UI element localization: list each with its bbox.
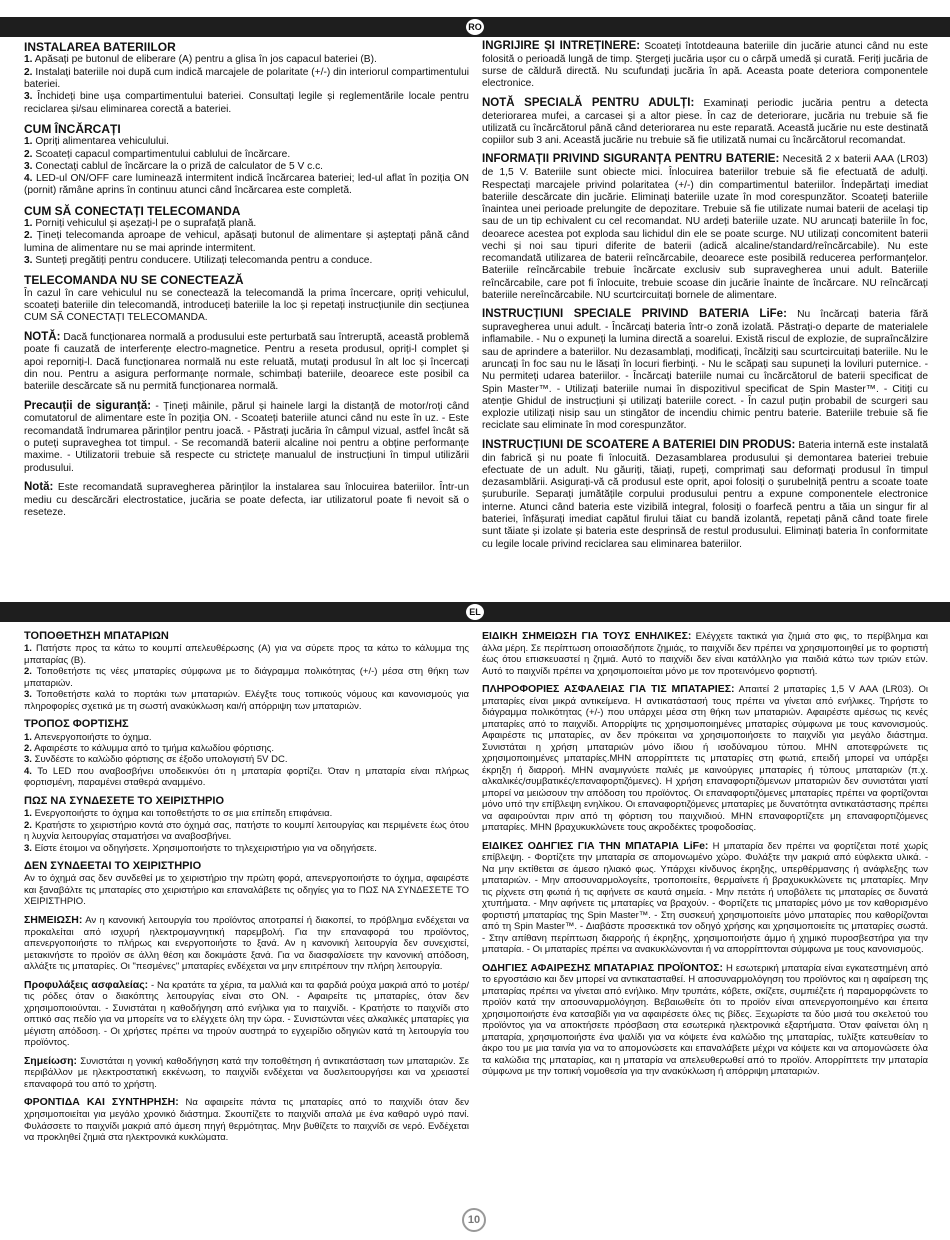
- list-item: [24, 643, 469, 666]
- ro-adults-lead: NOTĂ SPECIALĂ PENTRU ADULȚI:: [482, 96, 695, 109]
- el-battinfo-lead: ΠΛΗΡΟΦΟΡΙΕΣ ΑΣΦΑΛΕΙΑΣ ΓΙΑ ΤΙΣ ΜΠΑΤΑΡΙΕΣ:: [482, 683, 735, 696]
- item-number: 3.: [24, 255, 33, 267]
- ro-left-column: [24, 40, 469, 595]
- el-life-lead: ΕΙΔΙΚΕΣ ΟΔΗΓΙΕΣ ΓΙΑ ΤΗΝ ΜΠΑΤΑΡΙΑ LiFe:: [482, 839, 709, 852]
- list-item: [24, 136, 469, 148]
- ro-note-lead: NOTĂ:: [24, 330, 61, 343]
- item-text: Scoateți capacul compartimentului cablului de încărcare.: [35, 148, 291, 160]
- item-number: 2.: [24, 819, 32, 831]
- list-item: [24, 218, 469, 230]
- item-number: 2.: [24, 666, 32, 678]
- ro-adults-paragraph: [482, 97, 928, 148]
- el-adults-lead: ΕΙΔΙΚΗ ΣΗΜΕΙΩΣΗ ΓΙΑ ΤΟΥΣ ΕΝΗΛΙΚΕΣ:: [482, 630, 692, 642]
- list-item: [24, 173, 469, 198]
- item-text: Απενεργοποιήστε το όχημα.: [34, 731, 152, 743]
- item-number: 1.: [24, 808, 32, 820]
- el-adults-text: Ελέγχετε τακτικά για ζημιά στο φις, το περίβλημα και άλλα μέρη. Σε περίπτωση οποιασδήποτε ζημιάς, το παιχνίδι δεν πρέπει να χρησιμοποιηθεί με το φορτιστή έως ότου επισκευαστεί η ζημιά. Αυτό το παιχνίδι δεν είναι κατάλληλο για παιδιά κάτω των τριών ετών. Αυτό το παιχνίδι πρέπει να χρησιμοποιείται μόνο με τον προτεινόμενο φορτιστή.: [482, 631, 928, 677]
- list-item: [24, 732, 469, 743]
- el-care-text: Να αφαιρείτε πάντα τις μπαταρίες από το παιχνίδι όταν δεν χρησιμοποιείται για μεγάλο χρονικό διάστημα. Σκουπίζετε το παιχνίδι απαλά με ένα καθαρό υγρό πανί. Φυλάσσετε το παιχνίδι μακριά από άμεση πηγή θερμότητας. Μην βυθίζετε το παιχνίδι σε νερό. Ενδέχεται να προκληθεί ζημιά στα ηλεκτρονικά κυκλώματα.: [24, 1097, 469, 1144]
- el-note-text: Αν η κανονική λειτουργία του προϊόντος αποτραπεί ή διακοπεί, το πρόβλημα ενδέχεται να προκαλείται από ισχυρή ηλεκτρομαγνητική παρεμβολή. Για την επαναφορά του προϊόντος, απενεργοποιήστε το πλήρως και ενεργοποιήστε το ξανά. Αν η κανονική λειτουργία δεν συνεχιστεί, μετακινήστε το προϊόν σε άλλη θέση και δοκιμάστε ξανά. Για να διασφαλίσετε την κανονική απόδοση, αλλάξτε τις μπαταρίες. Οι "πεσμένες" μπαταρίες ενδέχεται να μην επιτρέπουν την πλήρη λειτουργία.: [24, 914, 469, 973]
- item-text: Πατήστε προς τα κάτω το κουμπί απελευθέρωσης (A) για να σύρετε προς τα κάτω το κάλυμμα της μπαταρίας (B).: [24, 643, 469, 666]
- ro-safety-lead: Precauții de siguranță:: [24, 399, 152, 412]
- ro-note2-text: Este recomandată supravegherea părinților la instalarea sau înlocuirea bateriilor. Într-un mediu cu descărcări electrostatice, jucăria se poate defecta, iar utilizatorul poate fi nevoit să o reseteze.: [24, 481, 469, 518]
- item-text: Țineți telecomanda aproape de vehicul, apăsați butonul de alimentare și așteptați până când lumina de alimentare nu se mai aprinde intermitent.: [24, 230, 469, 254]
- ro-charge-title: CUM ÎNCĂRCAȚI: [24, 121, 121, 136]
- list-item: [24, 743, 469, 754]
- el-removal-lead: ΟΔΗΓΙΕΣ ΑΦΑΙΡΕΣΗΣ ΜΠΑΤΑΡΙΑΣ ΠΡΟΪΟΝΤΟΣ:: [482, 961, 723, 974]
- ro-safety-paragraph: [24, 400, 469, 475]
- el-left-column: [24, 630, 469, 1210]
- ro-life-text: Nu încărcați bateria fără supravegherea unui adult. - Încărcați bateria într-o zonă izolată. Păstrați-o departe de materialele inflamabile. - Nu o expuneți la lumina directă a soarelui. Există riscul de explozie, de supraîncălzire sau de aprindere a bateriilor. Nu dezasamblați, modificați, încălziți sau scurtcircuitați bateriile. Nu le aruncați în foc sau nu le lăsați în locuri fierbinți. - Nu le scăpați sau supuneți la loviluri puternice. - Nu permiteți udarea bateriilor. - Încărcați bateriile numai cu încărcătorul de baterii specificat de Spin Master™. - Utilizați bateriile numai în dispozitivul specificat de Spin Master™. - Citiți cu atenție Ghidul de instrucțiuni și utilizați bateriile corect. - În cazul puțin probabil de scurgeri sau explozie utilizați nisip sau un stingător de incendiu chimic pentru baterie. Bateriile trebuie să fie reciclate sau eliminate în mod corespunzător.: [482, 309, 928, 432]
- list-item: [24, 67, 469, 92]
- ro-note2-paragraph: [24, 481, 469, 519]
- el-safety-lead: Προφυλάξεις ασφαλείας:: [24, 978, 149, 991]
- ro-adults-text: Examinați periodic jucăria pentru a detecta deteriorarea mufei, a carcasei și a altor piese. În caz de deteriorare, jucăria nu trebuie să fie utilizată cu încărcătorul până când deteriorarea nu este reparată. Această jucărie nu este destinată copiilor sub 3 ani. Această jucărie nu trebuie să fie utilizată numai cu încărcătorul recomandat.: [482, 97, 928, 147]
- item-text: Sunteți pregătiți pentru conducere. Utilizați telecomanda pentru a conduce.: [35, 255, 373, 267]
- list-item: [24, 666, 469, 689]
- ro-noconnect-text: În cazul în care vehiculul nu se conectează la telecomandă la prima încercare, opriți vehiculul, scoateți bateriile din telecomandă, introduceți bateriile la loc și repetați instrucțiunile din secțiunea CUM SĂ CONECTAȚI TELECOMANDA.: [24, 287, 469, 324]
- ro-connect-title: CUM SĂ CONECTAȚI TELECOMANDA: [24, 203, 241, 218]
- el-safety-text: - Να κρατάτε τα χέρια, τα μαλλιά και τα φαρδιά ρούχα μακριά από το μοτέρ/ τις ρόδες όταν ο διακόπτης λειτουργίας είναι στο ON. - Αφαιρείτε τις μπαταρίες, όταν δεν χρησιμοποιούνται. - Συνιστάται η καθοδήγηση από ενήλικα για το παιχνίδι. - Κρατήστε το παιχνίδι στο οπτικό σας πεδίο για να μπορείτε να το ελέγχετε όλη την ώρα. - Συνιστώνται νέες αλκαλικές μπαταρίες για μέγιστη απόδοση. - Οι χρήστες πρέπει να τηρούν αυστηρά το εγχειρίδιο οδηγιών κατά τη λειτουργία του προϊόντος.: [24, 979, 469, 1049]
- el-care-lead: ΦΡΟΝΤΙΔΑ ΚΑΙ ΣΥΝΤΗΡΗΣΗ:: [24, 1096, 179, 1109]
- list-item: [24, 808, 469, 819]
- list-item: [24, 161, 469, 173]
- item-number: 3.: [24, 160, 33, 172]
- item-number: 1.: [24, 731, 32, 743]
- section-band-el: [0, 602, 950, 622]
- item-number: 3.: [24, 754, 32, 766]
- list-item: [24, 820, 469, 843]
- el-charge-title: ΤΡΟΠΟΣ ΦΟΡΤΙΣΗΣ: [24, 718, 129, 731]
- item-text: Conectați cablul de încărcare la o priză de calculator de 5 V c.c.: [35, 160, 324, 172]
- ro-right-column: [482, 40, 928, 595]
- el-note2-lead: Σημείωση:: [24, 1054, 78, 1067]
- item-text: Porniți vehiculul și așezați-l pe o suprafață plană.: [35, 218, 257, 230]
- ro-life-paragraph: [482, 308, 928, 432]
- ro-charge-list: [24, 136, 469, 197]
- item-text: Instalați bateriile noi după cum indică marcajele de polaritate (+/-) din interiorul compartimentului bateriei.: [24, 66, 469, 91]
- item-text: Κρατήστε το χειριστήριο κοντά στο όχημά σας, πατήστε το κουμπί λειτουργίας και περιμένετε έως ότου η λυχνία λειτουργίας σταματήσει να αναβοσβήνει.: [24, 819, 469, 843]
- el-connect-list: [24, 808, 469, 854]
- el-removal-text: Η εσωτερική μπαταρία είναι εγκατεστημένη από το εργοστάσιο και δεν μπορεί να αντικατασταθεί. Η αποσυναρμολόγηση του προϊόντος και η αφαίρεση της μπαταρίας πρέπει να γίνεται από ενήλικο. Μην τρυπάτε, κόβετε, σκίζετε, συμπιέζετε ή παραμορφώνετε το προϊόν κατά την αποσυναρμολόγηση. Βεβαιωθείτε ότι το προϊόν είναι απενεργοποιημένο και έπειτα χρησιμοποιήστε ένα κατσαβίδι για να αφαιρέσετε όλες τις βίδες. Ξεχωρίστε τα δύο μισά του σκελετού του προϊόντος για να αποκτήσετε πρόσβαση στα εσωτερικά ηλεκτρονικά εξαρτήματα. Όταν φαίνεται όλη η μπαταρία, χρησιμοποιήστε ένα ψαλίδι για να κόψετε ένα καλώδιο της μπαταρίας, τυλίξτε κατευθείαν το άκρο του με μια ταινία για να το απομονώσετε και επαναλάβετε μέχρι να κόψετε και να απομονώσετε όλα τα καλώδια της μπαταρίας, και η μπαταρία να απελευθερωθεί από το προϊόν. Απορρίπτετε την μπαταρία σύμφωνα με την τοπική νομοθεσία για την ανακύκλωση ή απόρριψη μπαταριών.: [482, 962, 928, 1078]
- language-badge-el: EL: [464, 602, 486, 622]
- item-text: Συνδέστε το καλώδιο φόρτισης σε έξοδο υπολογιστή 5V DC.: [34, 754, 288, 766]
- el-noconnect-text: Αν το όχημά σας δεν συνδεθεί με το χειριστήριο την πρώτη φορά, απενεργοποιήστε το όχημα, αφαιρέστε και ξαναβάλτε τις μπαταρίες στο χειριστήριο και επαναλάβετε τις οδηγίες για το ΠΩΣ ΝΑ ΣΥΝΔΕΣΕΤΕ ΤΟ ΧΕΙΡΙΣΤΗΡΙΟ.: [24, 873, 469, 908]
- ro-removal-paragraph: [482, 439, 928, 551]
- ro-battinfo-lead: INFORMAȚII PRIVIND SIGURANȚA PENTRU BATERIE:: [482, 153, 780, 166]
- item-number: 1.: [24, 643, 32, 655]
- el-safety-paragraph: [24, 979, 469, 1049]
- el-right-column: [482, 630, 928, 1210]
- item-number: 2.: [24, 66, 33, 78]
- item-number: 3.: [24, 91, 33, 103]
- el-note-paragraph: [24, 914, 469, 973]
- el-install-title: ΤΟΠΟΘΕΤΗΣΗ ΜΠΑΤΑΡΙΩΝ: [24, 630, 169, 642]
- list-item: [24, 230, 469, 255]
- ro-noconnect-title: TELECOMANDA NU SE CONECTEAZĂ: [24, 273, 244, 288]
- el-life-text: Η μπαταρία δεν πρέπει να φορτίζεται ποτέ χωρίς επίβλεψη. - Φορτίζετε την μπαταρία σε απομονωμένο χώρο. Φυλάξτε την μακριά από εύφλεκτα υλικά. - Να μην εκτίθεται σε άμεσο ηλιακό φως. Υπάρχει κίνδυνος έκρηξης, υπερθέρμανσης ή ανάφλεξης των μπαταριών. - Μην αποσυναρμολογείτε, τροποποιείτε, θερμαίνετε ή βραχυκυκλώνετε τις μπαταρίες. Μην τις ρίχνετε στη φωτιά ή τις αφήνετε σε καυτά σημεία. - Μην πετάτε ή υποβάλετε τις μπαταρίες σε δυνατά χτυπήματα. - Μην αφήνετε τις μπαταρίες να βραχούν. - Φορτίζετε τις μπαταρίες μόνο με τον καθορισμένο φορτιστή μπαταρίας της Spin Master™. - Στη συσκευή χρησιμοποιείτε μόνο μπαταρίες που καθορίζονται από τη Spin Master™. - Διαβάστε προσεκτικά τον οδηγό χρήσης και χρησιμοποιείτε τις μπαταρίες σωστά. - Στην απίθανη περίπτωση διαρροής ή έκρηξης, χρησιμοποιήστε άμμο ή χημικό πυροσβεστήρα για την μπαταρία. - Οι μπαταρίες πρέπει να ανακυκλώνονται ή να απορρίπτονται σύμφωνα με τους κανονισμούς.: [482, 840, 928, 956]
- item-number: 1.: [24, 136, 33, 148]
- ro-care-paragraph: [482, 40, 928, 91]
- ro-care-text: Scoateți întotdeauna bateriile din jucărie atunci când nu este folosită o perioadă lungă de timp. Ștergeți jucăria ușor cu o cârpă umedă și curată. Feriți jucăria de surse de căldură directă. Nu scufundați jucăria în apă. Aceasta poate deteriora componentele electronice.: [482, 41, 928, 90]
- ro-note2-lead: Notă:: [24, 480, 54, 493]
- list-item: [24, 843, 469, 854]
- item-text: Apăsați pe butonul de eliberare (A) pentru a glisa în jos capacul bateriei (B).: [34, 54, 377, 66]
- el-removal-paragraph: [482, 962, 928, 1078]
- el-note2-text: Συνιστάται η γονική καθοδήγηση κατά την τοποθέτηση ή αντικατάσταση των μπαταριών. Σε περιβάλλον με ηλεκτροστατική εκκένωση, το παιχνίδι ενδέχεται να δυσλειτουργήσει και να χρειαστεί επαναφορά του από το χρήστη.: [24, 1055, 469, 1090]
- item-number: 2.: [24, 148, 33, 160]
- item-text: Ενεργοποιήστε το όχημα και τοποθετήστε το σε μια επίπεδη επιφάνεια.: [34, 808, 333, 820]
- list-item: [24, 766, 469, 789]
- item-number: 4.: [24, 765, 32, 777]
- item-text: Το LED που αναβοσβήνει υποδεικνύει ότι η μπαταρία φορτίζει. Όταν η μπαταρία είναι πλήρως φορτισμένη, παραμένει σταθερά αναμμένο.: [24, 765, 469, 789]
- el-charge-list: [24, 732, 469, 789]
- list-item: [24, 149, 469, 161]
- item-number: 1.: [24, 218, 33, 230]
- list-item: [24, 54, 469, 66]
- el-note2-paragraph: [24, 1055, 469, 1091]
- page-number: 10: [462, 1208, 486, 1232]
- el-noconnect-title: ΔΕΝ ΣΥΝΔΕΕΤΑΙ ΤΟ ΧΕΙΡΙΣΤΗΡΙΟ: [24, 860, 202, 873]
- item-text: LED-ul ON/OFF care luminează intermitent indică încărcarea bateriei; led-ul aflat în poziția ON (pornit) rămâne aprins în continuu atunci când încărcarea este completă.: [24, 173, 469, 197]
- item-number: 2.: [24, 230, 33, 242]
- ro-connect-list: [24, 218, 469, 267]
- list-item: [24, 689, 469, 712]
- ro-care-lead: ÎNGRIJIRE ȘI ÎNTREȚINERE:: [482, 40, 641, 52]
- item-number: 4.: [24, 173, 33, 185]
- ro-note-paragraph: [24, 331, 469, 394]
- item-number: 1.: [24, 54, 33, 66]
- item-text: Închideți bine ușa compartimentului bateriei. Consultați legile și reglementările locale pentru reciclarea și/sau eliminarea corectă a bateriei.: [24, 91, 469, 115]
- language-badge-ro: RO: [464, 17, 486, 37]
- ro-note-text: Dacă funcționarea normală a produsului este perturbată sau întreruptă, această problemă poate fi cauzată de interferențe electro-magnetice. Pentru a reseta produsul, opriți-l complet și apoi reporniți-l. Dacă funcționarea normală nu este reluată, mutați produsul în alt loc și încercați din nou. Pentru a asigura performanțe normale, schimbați bateriile, deoarece este posibil ca bateriile descărcate să nu permită funcționarea normală.: [24, 331, 469, 393]
- el-care-paragraph: [24, 1096, 469, 1143]
- list-item: [24, 91, 469, 116]
- el-install-list: [24, 643, 469, 712]
- el-note-lead: ΣΗΜΕΙΩΣΗ:: [24, 913, 83, 926]
- section-band-ro: [0, 17, 950, 37]
- ro-battinfo-paragraph: [482, 153, 928, 302]
- ro-install-title: INSTALAREA BATERIILOR: [24, 40, 176, 54]
- list-item: [24, 754, 469, 765]
- ro-life-lead: INSTRUCȚIUNI SPECIALE PRIVIND BATERIA LiFe:: [482, 308, 787, 321]
- list-item: [24, 255, 469, 267]
- el-life-paragraph: [482, 840, 928, 956]
- el-battinfo-paragraph: [482, 683, 928, 834]
- item-text: Αφαιρέστε το κάλυμμα από το τμήμα καλωδίου φόρτισης.: [34, 742, 274, 754]
- item-text: Opriți alimentarea vehiculului.: [35, 136, 169, 148]
- item-text: Τοποθετήστε καλά το πορτάκι των μπαταριών. Ελέγξτε τους τοπικούς νόμους και κανονισμούς για πληροφορίες σχετικά με τη σωστή ανακύκλωση και/ή απόρριψη των μπαταριών.: [24, 689, 469, 712]
- ro-removal-text: Bateria internă este instalată din fabrică și nu poate fi înlocuită. Dezasamblarea produsului și demontarea bateriei trebuie efectuate de un adult. Nu găuriți, tăiați, rupeți, comprimați sau deformați produsul în timpul dezasamblării. Asigurați-vă că produsul este oprit, apoi folosiți o șurubelniță pentru a scoate toate șuruburile. Separați jumătățile corpului produsului pentru a expune componentele electronice interne. Atunci când bateria este vizibilă integral, folosiți o foarfecă pentru a tăia un singur fir al bateriei, înfășurați imediat capătul firului tăiat cu bandă izolantă, repetați până când toate firele sunt tăiate și izolate și bateria este desprinsă de restul produsului. Eliminați bateria în conformitate cu legile locale privind reciclarea sau eliminarea bateriilor.: [482, 439, 928, 550]
- el-adults-paragraph: [482, 630, 928, 677]
- item-number: 3.: [24, 689, 32, 701]
- item-text: Είστε έτοιμοι να οδηγήσετε. Χρησιμοποιήστε το τηλεχειριστήριο για να οδηγήσετε.: [34, 842, 377, 854]
- item-text: Τοποθετήστε τις νέες μπαταρίες σύμφωνα με το διάγραμμα πολικότητας (+/-) μέσα στη θήκη των μπαταριών.: [24, 666, 469, 689]
- ro-removal-lead: INSTRUCȚIUNI DE SCOATERE A BATERIEI DIN PRODUS:: [482, 438, 796, 451]
- el-battinfo-text: Απαιτεί 2 μπαταρίες 1,5 V AAA (LR03). Οι μπαταρίες είναι μικρά αντικείμενα. Η αντικατάστασή τους πρέπει να γίνεται από ενήλικες. Τηρήστε το διάγραμμα πολικότητας (+/-) που υπάρχει μέσα στη θήκη των μπαταριών. Αφαιρέστε αμέσως τις κενές μπαταρίες από το παιχνίδι. Απορρίψτε τις χρησιμοποιημένες μπαταρίες σύμφωνα με τους κανονισμούς. Αφαιρέστε τις μπαταρίες, αν δεν πρόκειται να χρησιμοποιήσετε το παιχνίδι για μεγάλο διάστημα. Συνιστάται η χρήση μπαταριών μόνο ίδιου ή ισοδύναμου τύπου. ΜΗΝ αποτεφρώνετε τις χρησιμοποιημένες μπαταρίες.ΜΗΝ απορρίπτετε τις μπαταρίες στη φωτιά, επειδή μπορεί να υπάρξει έκρηξη ή διαρροή. ΜΗΝ αναμιγνύετε παλιές με καινούργιες μπαταρίες ή τύπους μπαταριών (π.χ. αλκαλικές/συμβατικές/επαναφορτιζόμενες). Η χρήση επαναφορτιζόμενων μπαταριών δεν συνιστάται γιατί μπορεί να μειώσουν την απόδοση του προϊόντος. Οι επαναφορτιζόμενες μπαταρίες πρέπει να φορτίζονται μόνο υπό την επίβλεψη ενηλίκου. Οι επαναφορτιζόμενες μπαταρίες με δυνατότητα αντικατάστασης πρέπει να αφαιρούνται πριν από τη φόρτιση του παιχνιδιού. ΜΗΝ επαναφορτίζετε μη επαναφορτιζόμενες μπαταρίες. ΜΗΝ βραχυκυκλώνετε τους ακροδέκτες τροφοδοσίας.: [482, 684, 928, 834]
- ro-install-list: [24, 54, 469, 115]
- el-connect-title: ΠΩΣ ΝΑ ΣΥΝΔΕΣΕΤΕ ΤΟ ΧΕΙΡΙΣΤΗΡΙΟ: [24, 794, 225, 807]
- item-number: 3.: [24, 842, 32, 854]
- item-number: 2.: [24, 742, 32, 754]
- ro-battinfo-text: Necesită 2 x baterii AAA (LR03) de 1,5 V. Bateriile sunt obiecte mici. Înlocuirea bateriilor trebuie să fie efectuată de adulți. Respectați marcajele privind polaritatea (+/-) din compartimentul bateriilor. Îndepărtați imediat bateriile descărcate din jucărie. Eliminați bateriile uzate în mod corespunzător. Scoateți bateriile înaintea unei perioade prelungite de depozitare. Trebuie să fie utilizate numai baterii de același tip sau de un tip echivalent cu cel recomandat. NU ardeți bateriile uzate. NU aruncați bateriile în foc, deoarece acestea pot exploda sau lichidul din ele se poate scurge. NU utilizați concomitent baterii vechi și noi sau tipuri diferite de baterii (adică alcaline/standard/reîncărcabile). Nu este recomandată utilizarea de baterii reîncărcabile, deoarece este posibilă reducerea performanțelor. Bateriile reîncărcabile trebuie încărcate exclusiv sub supravegherea unui adult. Bateriile reîncărcabile, care pot fi înlocuite, trebuie scoase din jucărie înainte de încărcare. NU reîncărcați bateriile nereîncărcabile. NU scurtcircuitați bornele de alimentare.: [482, 154, 928, 302]
- ro-safety-text: - Țineți mâinile, părul și hainele largi la distanță de motor/roți când comutatorul de alimentare este în poziția ON. - Scoateți bateriile atunci când nu este în uz. - Este recomandată îndrumarea părinților pentru joacă. - Păstrați jucăria în câmpul vizual, astfel încât să o puteți supraveghea tot timpul. - Se recomandă baterii alcaline noi pentru a obține performanțe maxime. - Utilizatorii trebuie să respecte cu strictețe manualul de instrucțiuni în timpul utilizării produsului.: [24, 400, 469, 474]
